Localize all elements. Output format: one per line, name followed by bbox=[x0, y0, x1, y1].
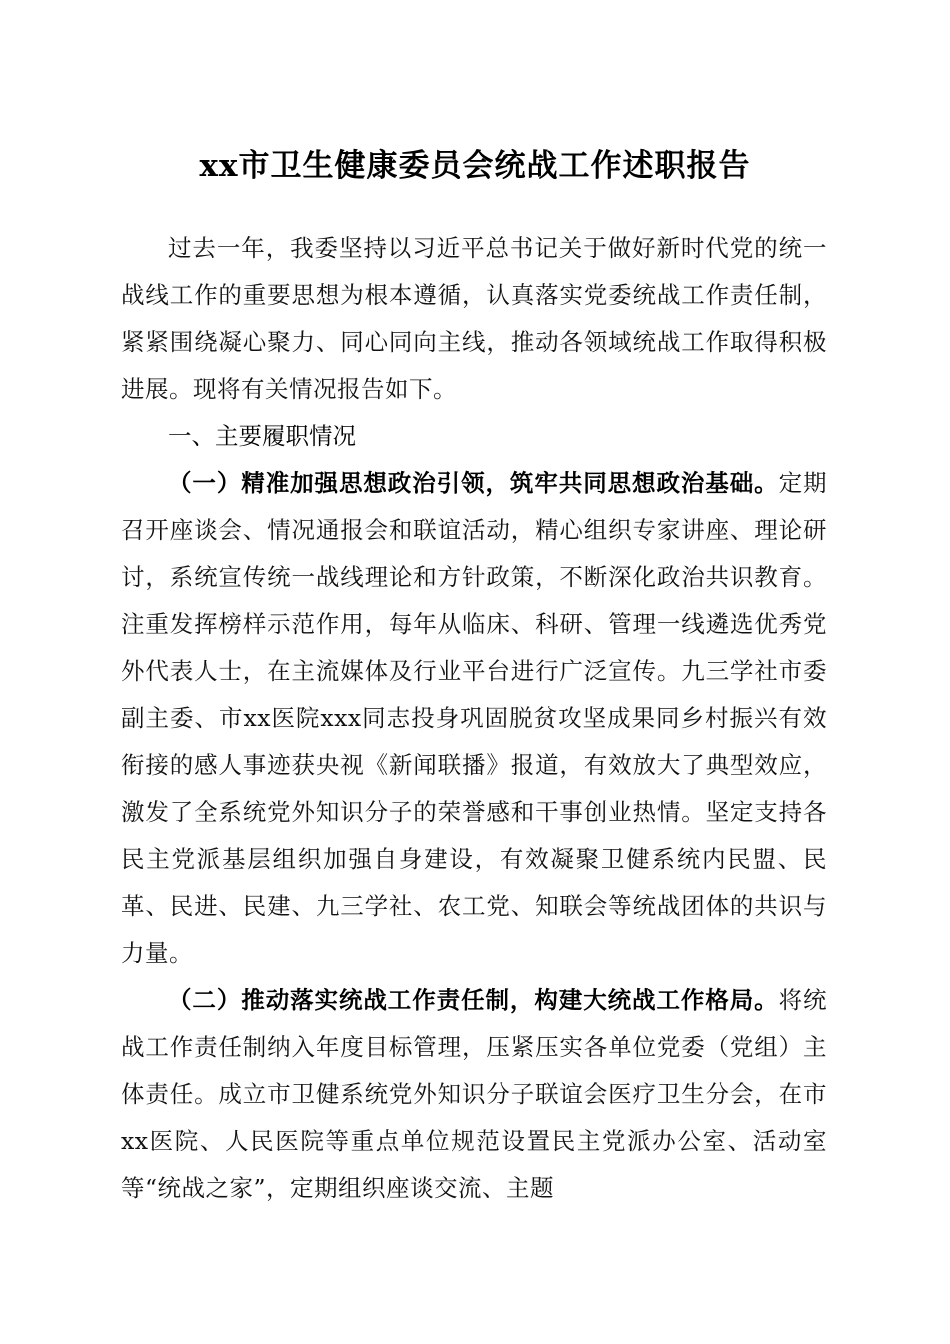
item2-paragraph bbox=[121, 977, 827, 1212]
item1-text: 定期召开座谈会、情况通报会和联谊活动，精心组织专家讲座、理论研讨，系统宣传统一战线理论和方针政策，不断深化政治共识教育。注重发挥榜样示范作用，每年从临床、科研、管理一线遴选优秀党外代表人士，在主流媒体及行业平台进行广泛宣传。九三学社市委副主委、市xx医院xxx同志投身巩固脱贫攻坚成果同乡村振兴有效衔接的感人事迹获央视《新闻联播》报道，有效放大了典型效应，激发了全系统党外知识分子的荣誉感和干事创业热情。坚定支持各民主党派基层组织加强自身建设，有效凝聚卫健系统内民盟、民革、民进、民建、九三学社、农工党、知联会等统战团体的共识与力量。 bbox=[121, 469, 828, 967]
item1-subheading: （一）精准加强思想政治引领，筑牢共同思想政治基础。 bbox=[168, 469, 779, 497]
item2-subheading: （二）推动落实统战工作责任制，构建大统战工作格局。 bbox=[168, 986, 779, 1014]
section-heading: 一、主要履职情况 bbox=[168, 422, 356, 450]
document-title: xx市卫生健康委员会统战工作述职报告 bbox=[199, 148, 751, 184]
item2-text: 将统战工作责任制纳入年度目标管理，压紧压实各单位党委（党组）主体责任。成立市卫健系统党外知识分子联谊会医疗卫生分会，在市xx医院、人民医院等重点单位规范设置民主党派办公室、活动室等“统战之家”，定期组织座谈交流、主题 bbox=[121, 986, 828, 1202]
document-body bbox=[121, 225, 827, 1212]
item1-paragraph bbox=[121, 460, 827, 977]
intro-paragraph: 过去一年，我委坚持以习近平总书记关于做好新时代党的统一战线工作的重要思想为根本遵循，认真落实党委统战工作责任制，紧紧围绕凝心聚力、同心同向主线，推动各领域统战工作取得积极进展。现将有关情况报告如下。 bbox=[121, 234, 827, 403]
